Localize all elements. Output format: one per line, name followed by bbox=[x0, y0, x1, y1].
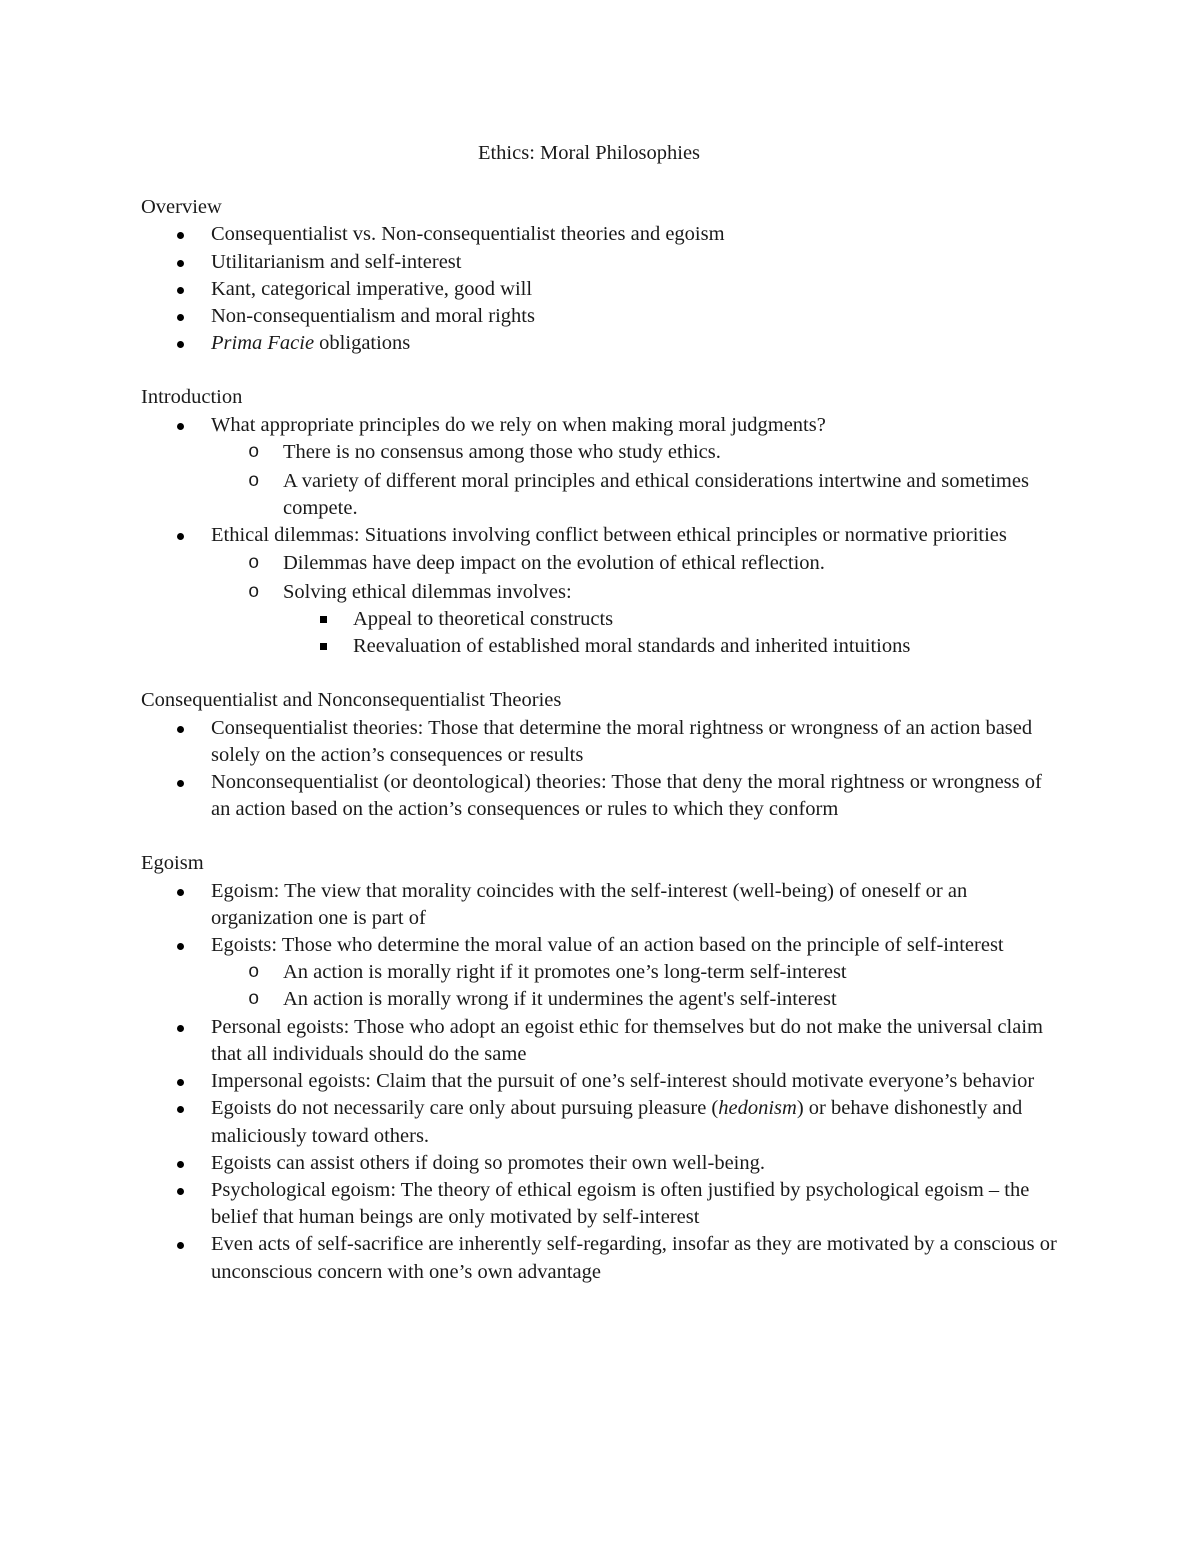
list-item: Non-consequentialism and moral rights bbox=[141, 303, 1061, 330]
introduction-list bbox=[141, 412, 1061, 661]
sub-list-item-text: Solving ethical dilemmas involves: bbox=[283, 580, 572, 603]
introduction-heading: Introduction bbox=[141, 386, 243, 409]
list-item: Kant, categorical imperative, good will bbox=[141, 276, 1061, 303]
theories-heading: Consequentialist and Nonconsequentialist Theories bbox=[141, 689, 562, 712]
list-item-text: ) or behave dishonestly and maliciously toward others. bbox=[211, 1097, 1023, 1147]
list-item: Even acts of self-sacrifice are inherently self-regarding, insofar as they are motivated by a conscious or unconscious concern with one’s own advantage bbox=[141, 1231, 1061, 1285]
list-item bbox=[141, 1095, 1061, 1149]
sub-list bbox=[211, 439, 1061, 523]
document-page bbox=[141, 140, 1061, 1286]
italic-term: hedonism bbox=[718, 1097, 797, 1120]
list-item: Personal egoists: Those who adopt an egoist ethic for themselves but do not make the universal claim that all individuals should do the same bbox=[141, 1014, 1061, 1068]
list-item: Psychological egoism: The theory of ethical egoism is often justified by psychological egoism – the belief that human beings are only motivated by self-interest bbox=[141, 1177, 1061, 1231]
list-item bbox=[141, 330, 1061, 357]
theories-list bbox=[141, 715, 1061, 824]
sub-list-item: o A variety of different moral principles and ethical considerations intertwine and sometimes compete. bbox=[141, 468, 1061, 522]
italic-term: Prima Facie bbox=[211, 332, 315, 355]
list-item bbox=[141, 522, 1061, 660]
list-item: Nonconsequentialist (or deontological) theories: Those that deny the moral rightness or wrongness of an action based on the action’s consequences or rules to which they conform bbox=[141, 769, 1061, 823]
sub-list-item: o An action is morally wrong if it undermines the agent's self-interest bbox=[141, 986, 1061, 1013]
list-item bbox=[141, 932, 1061, 1014]
egoism-heading: Egoism bbox=[141, 852, 204, 875]
list-item-text: Egoists do not necessarily care only about pursuing pleasure ( bbox=[211, 1097, 719, 1120]
sub-list-item: o There is no consensus among those who study ethics. bbox=[141, 439, 1061, 466]
list-item: Utilitarianism and self-interest bbox=[141, 249, 1061, 276]
sub-list-item: o An action is morally right if it promotes one’s long-term self-interest bbox=[141, 959, 1061, 986]
egoism-list bbox=[141, 878, 1061, 1286]
list-item: Consequentialist theories: Those that determine the moral rightness or wrongness of an action based solely on the action’s consequences or results bbox=[141, 715, 1061, 769]
list-item: Impersonal egoists: Claim that the pursuit of one’s self-interest should motivate everyone’s behavior bbox=[141, 1068, 1061, 1095]
sub-sub-list-item: Reevaluation of established moral standards and inherited intuitions bbox=[141, 633, 1061, 660]
sub-list-item: o Dilemmas have deep impact on the evolution of ethical reflection. bbox=[141, 550, 1061, 577]
list-item bbox=[141, 412, 1061, 523]
list-item-text: obligations bbox=[314, 332, 411, 355]
sub-sub-list bbox=[283, 606, 1061, 660]
list-item: Egoism: The view that morality coincides with the self-interest (well-being) of oneself or an organization one is part of bbox=[141, 878, 1061, 932]
sub-list bbox=[211, 959, 1061, 1013]
list-item: Consequentialist vs. Non-consequentialist theories and egoism bbox=[141, 221, 1061, 248]
sub-list bbox=[211, 550, 1061, 661]
sub-list-item bbox=[141, 579, 1061, 661]
list-item-text: Ethical dilemmas: Situations involving conflict between ethical principles or normative priorities bbox=[211, 524, 1007, 547]
document-title: Ethics: Moral Philosophies bbox=[477, 142, 701, 164]
list-item: Egoists can assist others if doing so promotes their own well-being. bbox=[141, 1150, 1061, 1177]
overview-list bbox=[141, 221, 1061, 357]
list-item-text: What appropriate principles do we rely on when making moral judgments? bbox=[211, 413, 826, 436]
sub-sub-list-item: Appeal to theoretical constructs bbox=[141, 606, 1061, 633]
overview-heading: Overview bbox=[141, 196, 222, 219]
list-item-text: Egoists: Those who determine the moral value of an action based on the principle of self-interest bbox=[211, 934, 1004, 957]
